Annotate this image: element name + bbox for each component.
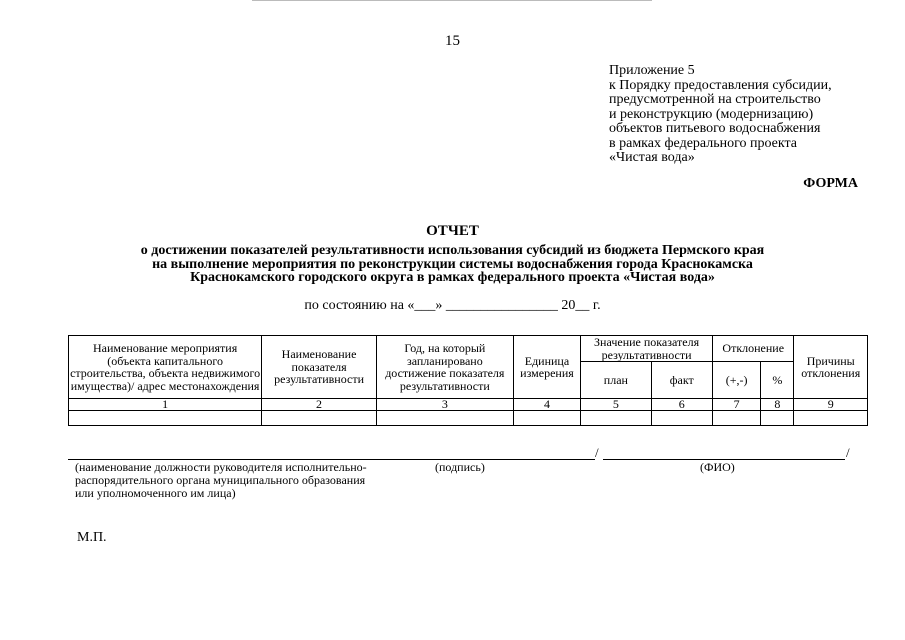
appendix-line: к Порядку предоставления субсидии, bbox=[609, 77, 832, 93]
appendix-line: и реконструкцию (модернизацию) bbox=[609, 106, 814, 122]
appendix-line: объектов питьевого водоснабжения bbox=[609, 121, 821, 136]
appendix-line: в рамках федерального проекта bbox=[609, 135, 798, 151]
stamp-label: М.П. bbox=[77, 530, 107, 545]
page-number: 15 bbox=[445, 33, 460, 49]
header-unit: Единица измерения bbox=[513, 336, 580, 399]
subtitle-line: на выполнение мероприятия по реконструкции системы водоснабжения города Краснокамска bbox=[152, 256, 753, 272]
name-caption: (ФИО) bbox=[700, 460, 735, 474]
header-deviation-reasons: Причины отклонения bbox=[794, 336, 868, 399]
appendix-line: «Чистая вода» bbox=[609, 150, 695, 165]
column-number: 6 bbox=[651, 399, 712, 411]
subtitle-line: Краснокамского городского округа в рамках федерального проекта «Чистая вода» bbox=[190, 270, 715, 285]
top-border-line bbox=[252, 0, 652, 1]
column-number: 1 bbox=[69, 399, 262, 411]
signature-separator: / bbox=[595, 445, 599, 460]
report-date-line: по состоянию на «___» ________________ 20__ г. bbox=[304, 298, 601, 313]
table-cell bbox=[651, 411, 712, 426]
table-cell bbox=[794, 411, 868, 426]
subtitle-line: о достижении показателей результативности использования субсидий из бюджета Пермского края bbox=[140, 243, 765, 258]
table-cell bbox=[761, 411, 794, 426]
report-table bbox=[68, 335, 868, 426]
table-cell bbox=[513, 411, 580, 426]
table-cell bbox=[262, 411, 377, 426]
column-number: 5 bbox=[581, 399, 651, 411]
column-number: 2 bbox=[262, 399, 377, 411]
header-activity-name: Наименование мероприятия (объекта капитального строительства, объекта недвижимого имущества)/ адрес местонахождения bbox=[69, 336, 262, 399]
header-deviation-abs: (+,-) bbox=[712, 362, 760, 399]
header-deviation-group: Отклонение bbox=[712, 336, 794, 362]
header-indicator-name: Наименование показателя результативности bbox=[262, 336, 377, 399]
appendix-line: предусмотренной на строительство bbox=[609, 92, 821, 107]
position-caption: (наименование должности руководителя исполнительно-распорядительного органа муниципального образования или уполномоченного им лица) bbox=[75, 460, 367, 500]
table-cell bbox=[712, 411, 760, 426]
signature-separator: / bbox=[846, 445, 850, 460]
column-number: 4 bbox=[513, 399, 580, 411]
table-header-row bbox=[69, 336, 868, 362]
report-title: ОТЧЕТ bbox=[426, 223, 479, 239]
header-fact: факт bbox=[651, 362, 712, 399]
table-cell bbox=[69, 411, 262, 426]
column-number: 8 bbox=[761, 399, 794, 411]
report-subtitle bbox=[0, 244, 905, 285]
column-number: 9 bbox=[794, 399, 868, 411]
appendix-line: Приложение 5 bbox=[609, 63, 695, 78]
forma-label: ФОРМА bbox=[803, 176, 858, 191]
header-deviation-percent: % bbox=[761, 362, 794, 399]
column-number: 7 bbox=[712, 399, 760, 411]
header-target-year: Год, на который запланировано достижение показателя результативности bbox=[376, 336, 513, 399]
header-indicator-value-group: Значение показателя результативности bbox=[581, 336, 713, 362]
appendix-block bbox=[609, 64, 889, 166]
table-row bbox=[69, 411, 868, 426]
signature-caption: (подпись) bbox=[435, 460, 485, 474]
header-plan: план bbox=[581, 362, 651, 399]
column-number: 3 bbox=[376, 399, 513, 411]
column-number-row bbox=[69, 399, 868, 411]
table-cell bbox=[376, 411, 513, 426]
table-cell bbox=[581, 411, 651, 426]
